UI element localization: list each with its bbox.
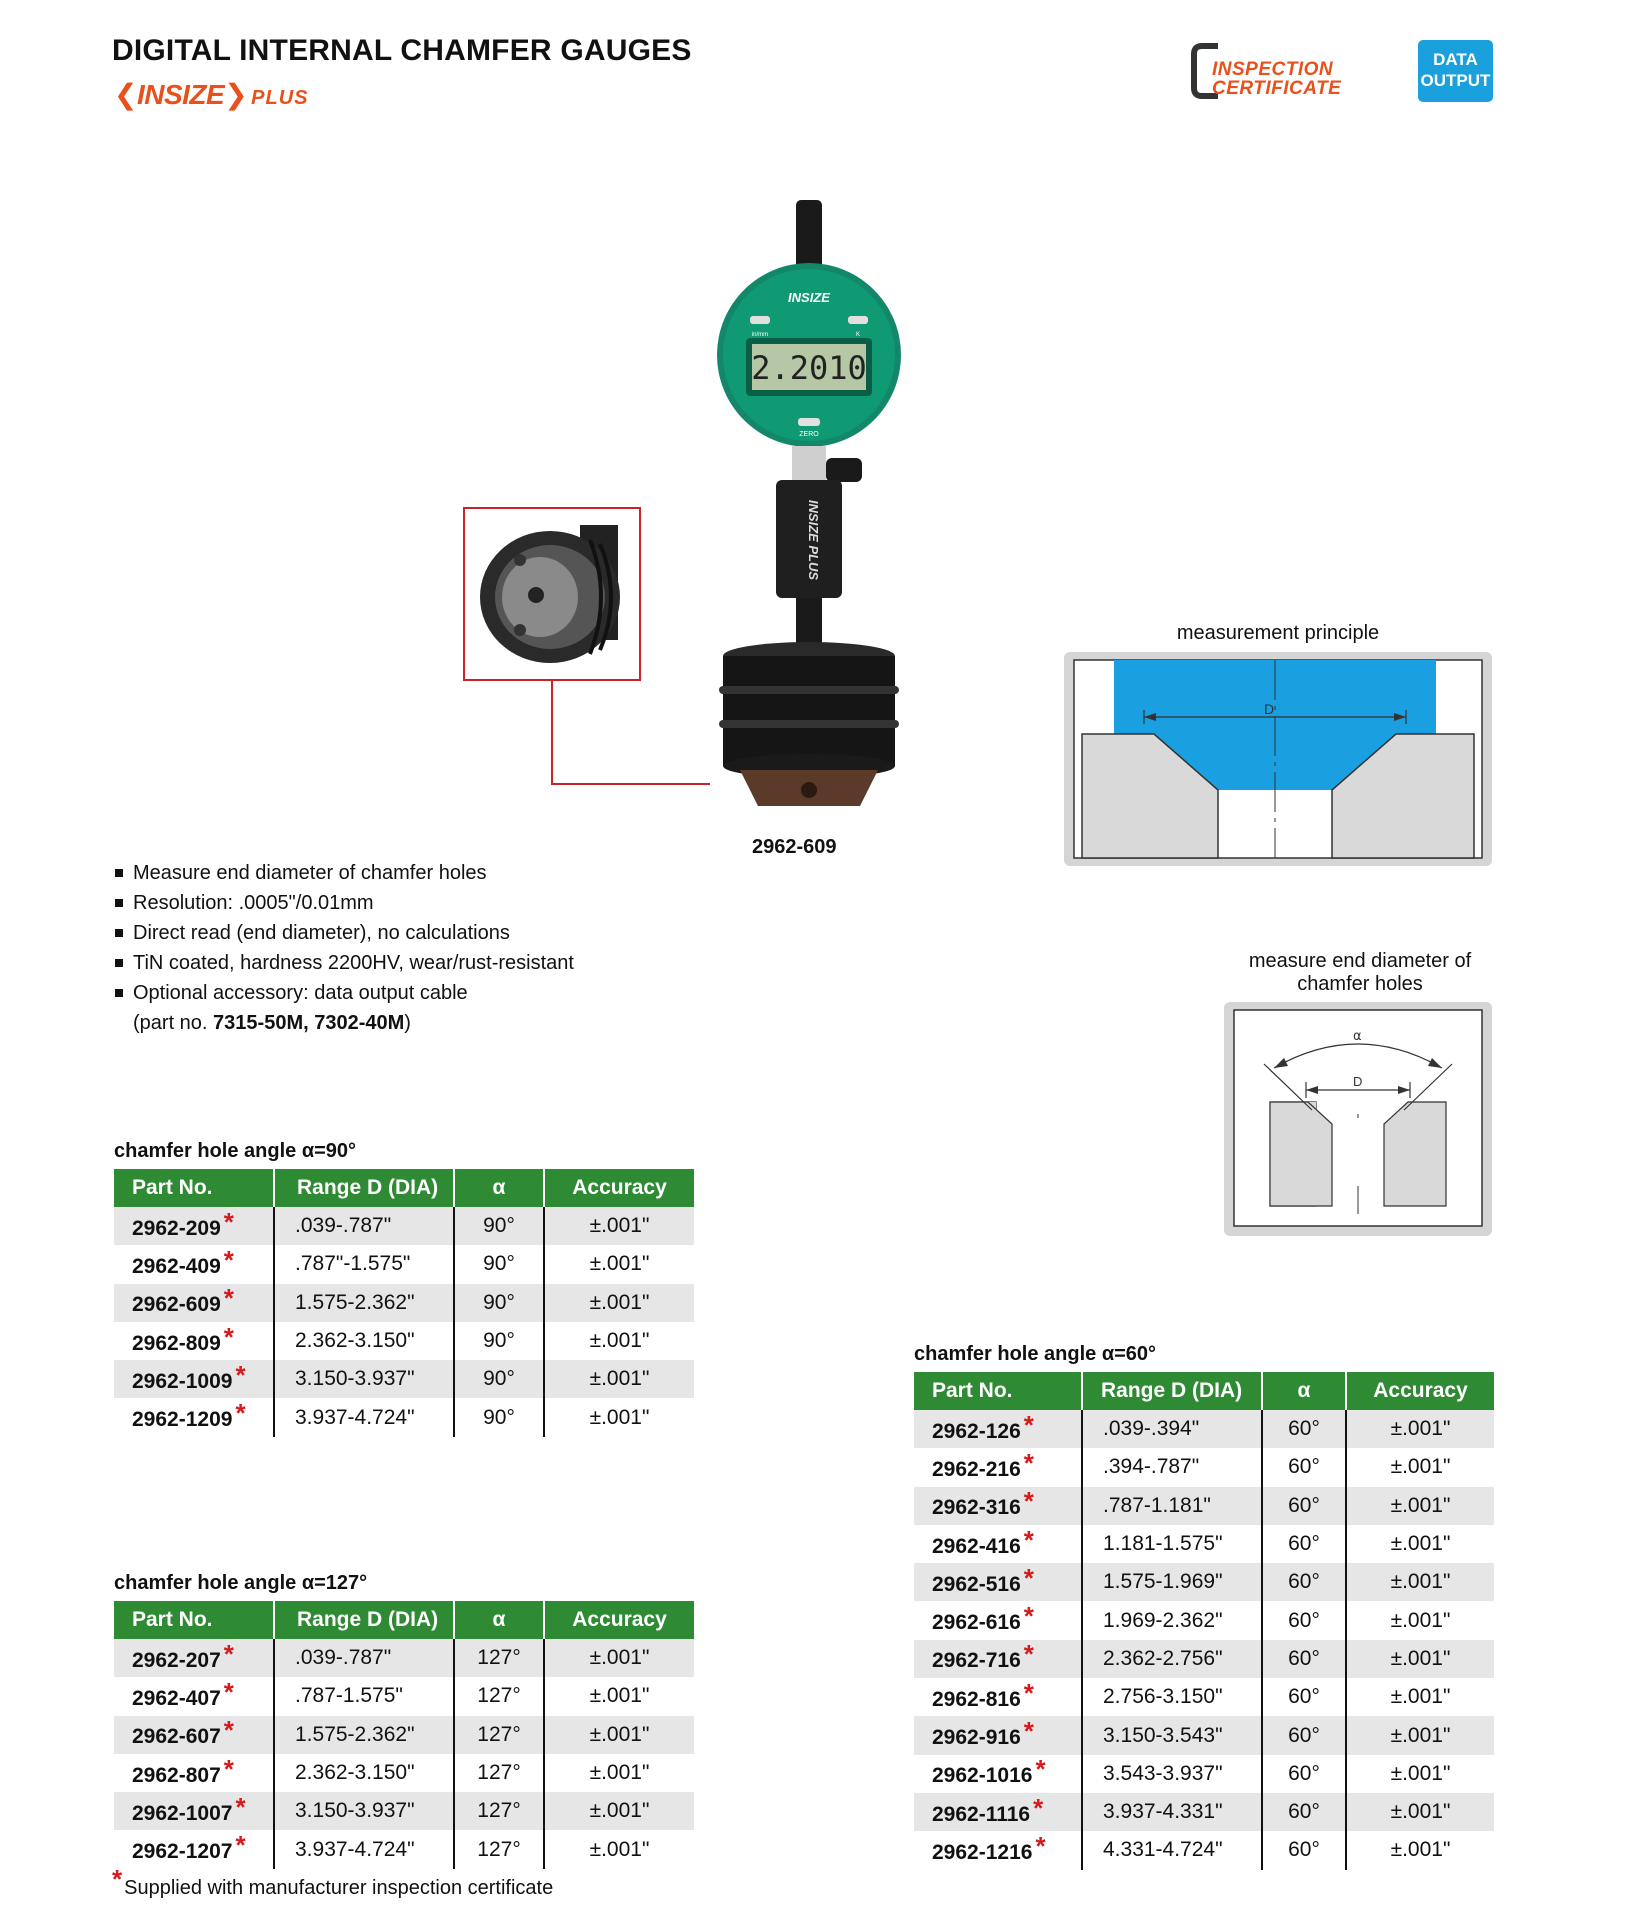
feature-part-numbers (115, 1008, 574, 1038)
part-number: 2962-209 (132, 1216, 221, 1240)
certificate-star-icon: * (223, 1321, 234, 1352)
data-output-line-2: OUTPUT (1420, 71, 1491, 90)
alpha-cell: 127° (454, 1830, 544, 1868)
part-number-cell (114, 1207, 274, 1245)
range-cell: .787"-1.575" (274, 1245, 454, 1283)
part-number: 2962-609 (132, 1293, 221, 1317)
table-row (114, 1677, 694, 1715)
tip-callout-line (552, 680, 710, 784)
alpha-cell: 127° (454, 1677, 544, 1715)
range-cell: 2.362-3.150" (274, 1754, 454, 1792)
part-number-cell (914, 1487, 1082, 1525)
table-127 (114, 1601, 694, 1869)
range-cell: 4.331-4.724" (1082, 1831, 1262, 1869)
table-row (914, 1601, 1494, 1639)
alpha-cell: 90° (454, 1398, 544, 1436)
table-row (114, 1322, 694, 1360)
certificate-star-icon: * (223, 1715, 234, 1746)
table-60-title: chamfer hole angle α=60° (914, 1343, 1157, 1365)
accuracy-cell: ±.001" (544, 1322, 694, 1360)
accuracy-cell: ±.001" (1346, 1410, 1494, 1448)
accuracy-cell: ±.001" (544, 1284, 694, 1322)
range-cell: 1.575-2.362" (274, 1716, 454, 1754)
part-number: 2962-216 (932, 1457, 1021, 1481)
certificate-star-icon: * (223, 1244, 234, 1275)
brand-name: INSIZE (136, 79, 225, 110)
range-cell: 1.575-1.969" (1082, 1563, 1262, 1601)
table-90-block (114, 1140, 694, 1437)
table-row (114, 1398, 694, 1436)
col-alpha: α (1262, 1372, 1346, 1410)
accuracy-cell: ±.001" (544, 1754, 694, 1792)
feature-item: Direct read (end diameter), no calculations (115, 918, 574, 948)
range-cell: .039-.787" (274, 1207, 454, 1245)
accuracy-cell: ±.001" (544, 1792, 694, 1830)
accuracy-cell: ±.001" (1346, 1755, 1494, 1793)
end-diameter-title (1220, 950, 1500, 996)
lcd-reading: 2.2010 (751, 349, 867, 387)
part-number-cell (914, 1716, 1082, 1754)
accuracy-cell: ±.001" (1346, 1793, 1494, 1831)
certificate-line-2: CERTIFICATE (1212, 78, 1342, 99)
certificate-star-icon: * (235, 1791, 246, 1822)
part-number: 2962-1009 (132, 1369, 233, 1393)
alpha-cell: 90° (454, 1207, 544, 1245)
dial-brand: INSIZE (788, 290, 830, 305)
accuracy-cell: ±.001" (544, 1360, 694, 1398)
end-d-label: D (1353, 1074, 1363, 1089)
table-60 (914, 1372, 1494, 1870)
inmm-label: in/mm (751, 332, 769, 338)
certificate-star-icon: * (1023, 1562, 1034, 1593)
certificate-star-icon: * (1035, 1754, 1046, 1785)
range-cell: 3.150-3.543" (1082, 1716, 1262, 1754)
table-row (914, 1448, 1494, 1486)
alpha-cell: 60° (1262, 1601, 1346, 1639)
accuracy-cell: ±.001" (544, 1677, 694, 1715)
alpha-cell: 90° (454, 1284, 544, 1322)
alpha-cell: 127° (454, 1639, 544, 1677)
col-part-no: Part No. (914, 1372, 1082, 1410)
accuracy-cell: ±.001" (544, 1245, 694, 1283)
range-cell: 3.937-4.724" (274, 1830, 454, 1868)
certificate-star-icon: * (112, 1864, 123, 1894)
part-number: 2962-616 (932, 1611, 1021, 1635)
part-number-cell (114, 1398, 274, 1436)
part-number-cell (114, 1716, 274, 1754)
col-part-no: Part No. (114, 1601, 274, 1639)
accuracy-cell: ±.001" (1346, 1601, 1494, 1639)
certificate-star-icon: * (223, 1283, 234, 1314)
range-cell: 3.543-3.937" (1082, 1755, 1262, 1793)
certificate-star-icon: * (1023, 1409, 1034, 1440)
part-number-cell (914, 1601, 1082, 1639)
product-image (440, 190, 960, 820)
col-part-no: Part No. (114, 1169, 274, 1207)
alpha-cell: 60° (1262, 1410, 1346, 1448)
certificate-star-icon: * (223, 1753, 234, 1784)
part-number: 2962-1007 (132, 1801, 233, 1825)
alpha-cell: 60° (1262, 1487, 1346, 1525)
part-number-cell (914, 1448, 1082, 1486)
table-row (914, 1640, 1494, 1678)
range-cell: 3.150-3.937" (274, 1792, 454, 1830)
part-no-suffix: ) (404, 1012, 411, 1034)
col-accuracy: Accuracy (1346, 1372, 1494, 1410)
zero-label: ZERO (799, 431, 819, 438)
part-number: 2962-1016 (932, 1764, 1033, 1788)
part-no-values: 7315-50M, 7302-40M (213, 1012, 405, 1034)
part-number: 2962-407 (132, 1686, 221, 1710)
range-cell: 2.756-3.150" (1082, 1678, 1262, 1716)
col-accuracy: Accuracy (544, 1169, 694, 1207)
alpha-cell: 90° (454, 1245, 544, 1283)
alpha-cell: 60° (1262, 1678, 1346, 1716)
certificate-line-1: INSPECTION (1212, 59, 1334, 80)
range-cell: 3.150-3.937" (274, 1360, 454, 1398)
accuracy-cell: ±.001" (1346, 1487, 1494, 1525)
brand-logo (114, 78, 309, 111)
part-number-cell (114, 1754, 274, 1792)
brand-suffix: PLUS (251, 87, 309, 109)
table-row (914, 1678, 1494, 1716)
table-60-block (914, 1343, 1494, 1870)
table-row (914, 1410, 1494, 1448)
brand-arrow-right-icon: ❯ (224, 79, 248, 110)
feature-item: Resolution: .0005"/0.01mm (115, 888, 574, 918)
principle-title: measurement principle (1176, 622, 1380, 644)
accuracy-cell: ±.001" (1346, 1716, 1494, 1754)
range-cell: .787-1.575" (274, 1677, 454, 1715)
alpha-cell: 60° (1262, 1563, 1346, 1601)
part-number: 2962-607 (132, 1725, 221, 1749)
part-number: 2962-1209 (132, 1408, 233, 1432)
accuracy-cell: ±.001" (1346, 1678, 1494, 1716)
feature-item: Measure end diameter of chamfer holes (115, 858, 574, 888)
gauge-neck (792, 446, 826, 480)
part-number: 2962-809 (132, 1331, 221, 1355)
range-cell: 1.181-1.575" (1082, 1525, 1262, 1563)
k-button (848, 316, 868, 324)
col-alpha: α (454, 1601, 544, 1639)
workpiece-right (1384, 1102, 1446, 1206)
end-diameter-title-2: chamfer holes (1297, 973, 1423, 995)
accuracy-cell: ±.001" (1346, 1448, 1494, 1486)
alpha-cell: 60° (1262, 1831, 1346, 1869)
certificate-star-icon: * (1023, 1639, 1034, 1670)
range-cell: 1.575-2.362" (274, 1284, 454, 1322)
data-output-badge (1418, 40, 1493, 102)
body-brand: INSIZE PLUS (806, 499, 821, 581)
certificate-star-icon: * (1033, 1792, 1044, 1823)
part-number-cell (914, 1410, 1082, 1448)
certificate-star-icon: * (1023, 1716, 1034, 1747)
range-cell: .787-1.181" (1082, 1487, 1262, 1525)
part-number-cell (914, 1563, 1082, 1601)
table-row (914, 1487, 1494, 1525)
part-number-cell (914, 1525, 1082, 1563)
range-cell: .039-.787" (274, 1639, 454, 1677)
certificate-star-icon: * (223, 1676, 234, 1707)
table-row (114, 1207, 694, 1245)
footnote (112, 1864, 554, 1901)
part-number-cell (914, 1678, 1082, 1716)
accuracy-cell: ±.001" (1346, 1640, 1494, 1678)
col-alpha: α (454, 1169, 544, 1207)
part-number: 2962-416 (932, 1534, 1021, 1558)
certificate-star-icon: * (235, 1359, 246, 1390)
part-number-cell (114, 1792, 274, 1830)
alpha-label: α (1353, 1029, 1362, 1044)
alpha-cell: 60° (1262, 1755, 1346, 1793)
inmm-button (750, 316, 770, 324)
part-number: 2962-126 (932, 1419, 1021, 1443)
part-number-cell (914, 1793, 1082, 1831)
table-row (914, 1793, 1494, 1831)
part-number-cell (114, 1360, 274, 1398)
part-number-cell (114, 1322, 274, 1360)
certificate-star-icon: * (223, 1206, 234, 1237)
part-number-cell (114, 1245, 274, 1283)
col-range: Range D (DIA) (274, 1601, 454, 1639)
table-row (114, 1754, 694, 1792)
page-title: DIGITAL INTERNAL CHAMFER GAUGES (112, 34, 692, 67)
certificate-star-icon: * (1023, 1601, 1034, 1632)
certificate-star-icon: * (235, 1830, 246, 1861)
col-accuracy: Accuracy (544, 1601, 694, 1639)
certificate-star-icon: * (1023, 1447, 1034, 1478)
range-cell: 3.937-4.331" (1082, 1793, 1262, 1831)
certificate-star-icon: * (223, 1638, 234, 1669)
part-number-cell (114, 1639, 274, 1677)
range-cell: .039-.394" (1082, 1410, 1262, 1448)
alpha-cell: 90° (454, 1322, 544, 1360)
table-row (914, 1525, 1494, 1563)
accuracy-cell: ±.001" (544, 1716, 694, 1754)
table-90-title: chamfer hole angle α=90° (114, 1140, 357, 1162)
part-number: 2962-916 (932, 1726, 1021, 1750)
end-diameter-diagram (1222, 1000, 1494, 1238)
brand-arrow-left-icon: ❮ (114, 79, 137, 110)
table-row (114, 1639, 694, 1677)
measurement-principle-diagram (1062, 650, 1494, 868)
certificate-star-icon: * (1023, 1524, 1034, 1555)
part-number: 2962-1207 (132, 1840, 233, 1864)
alpha-cell: 90° (454, 1360, 544, 1398)
range-cell: 2.362-2.756" (1082, 1640, 1262, 1678)
accuracy-cell: ±.001" (544, 1398, 694, 1436)
table-127-block (114, 1572, 694, 1869)
range-cell: 3.937-4.724" (274, 1398, 454, 1436)
accuracy-cell: ±.001" (1346, 1831, 1494, 1869)
certificate-star-icon: * (235, 1398, 246, 1429)
feature-item: TiN coated, hardness 2200HV, wear/rust-resistant (115, 948, 574, 978)
accuracy-cell: ±.001" (1346, 1563, 1494, 1601)
part-number: 2962-516 (932, 1572, 1021, 1596)
table-row (114, 1716, 694, 1754)
product-caption: 2962-609 (752, 836, 837, 858)
certificate-star-icon: * (1035, 1830, 1046, 1861)
table-127-title: chamfer hole angle α=127° (114, 1572, 368, 1594)
alpha-cell: 60° (1262, 1793, 1346, 1831)
part-number: 2962-1216 (932, 1840, 1033, 1864)
part-number: 2962-816 (932, 1687, 1021, 1711)
footnote-text: Supplied with manufacturer inspection certificate (124, 1877, 554, 1899)
table-row (114, 1245, 694, 1283)
principle-d-label: D (1264, 701, 1275, 717)
part-number-cell (914, 1640, 1082, 1678)
range-cell: 2.362-3.150" (274, 1322, 454, 1360)
part-number: 2962-316 (932, 1496, 1021, 1520)
lock-screw (826, 458, 862, 482)
part-number: 2962-1116 (932, 1802, 1031, 1826)
part-number-cell (114, 1830, 274, 1868)
table-row (114, 1360, 694, 1398)
alpha-cell: 60° (1262, 1448, 1346, 1486)
alpha-cell: 127° (454, 1716, 544, 1754)
part-number-cell (114, 1677, 274, 1715)
accuracy-cell: ±.001" (544, 1639, 694, 1677)
accuracy-cell: ±.001" (1346, 1525, 1494, 1563)
inspection-certificate-badge (1190, 40, 1380, 102)
part-number-cell (914, 1755, 1082, 1793)
accuracy-cell: ±.001" (544, 1207, 694, 1245)
range-cell: 1.969-2.362" (1082, 1601, 1262, 1639)
part-number: 2962-807 (132, 1763, 221, 1787)
alpha-cell: 60° (1262, 1716, 1346, 1754)
part-number: 2962-207 (132, 1648, 221, 1672)
certificate-star-icon: * (1023, 1486, 1034, 1517)
alpha-cell: 60° (1262, 1525, 1346, 1563)
table-row (914, 1831, 1494, 1869)
table-90 (114, 1169, 694, 1437)
alpha-cell: 127° (454, 1754, 544, 1792)
col-range: Range D (DIA) (274, 1169, 454, 1207)
feature-item: Optional accessory: data output cable (115, 978, 574, 1008)
table-row (914, 1755, 1494, 1793)
part-number: 2962-409 (132, 1254, 221, 1278)
table-row (914, 1563, 1494, 1601)
certificate-star-icon: * (1023, 1677, 1034, 1708)
zero-button (798, 418, 820, 426)
data-output-line-1: DATA (1433, 50, 1478, 69)
alpha-cell: 127° (454, 1792, 544, 1830)
table-row (114, 1830, 694, 1868)
accuracy-cell: ±.001" (544, 1830, 694, 1868)
col-range: Range D (DIA) (1082, 1372, 1262, 1410)
table-row (114, 1284, 694, 1322)
part-number-cell (114, 1284, 274, 1322)
range-cell: .394-.787" (1082, 1448, 1262, 1486)
part-number-cell (914, 1831, 1082, 1869)
table-row (914, 1716, 1494, 1754)
feature-list (115, 858, 574, 1038)
part-no-prefix: (part no. (133, 1012, 214, 1034)
table-row (114, 1792, 694, 1830)
alpha-cell: 60° (1262, 1640, 1346, 1678)
end-diameter-title-1: measure end diameter of (1248, 950, 1472, 972)
part-number: 2962-716 (932, 1649, 1021, 1673)
workpiece-left (1270, 1102, 1332, 1206)
k-label: K (855, 332, 861, 338)
